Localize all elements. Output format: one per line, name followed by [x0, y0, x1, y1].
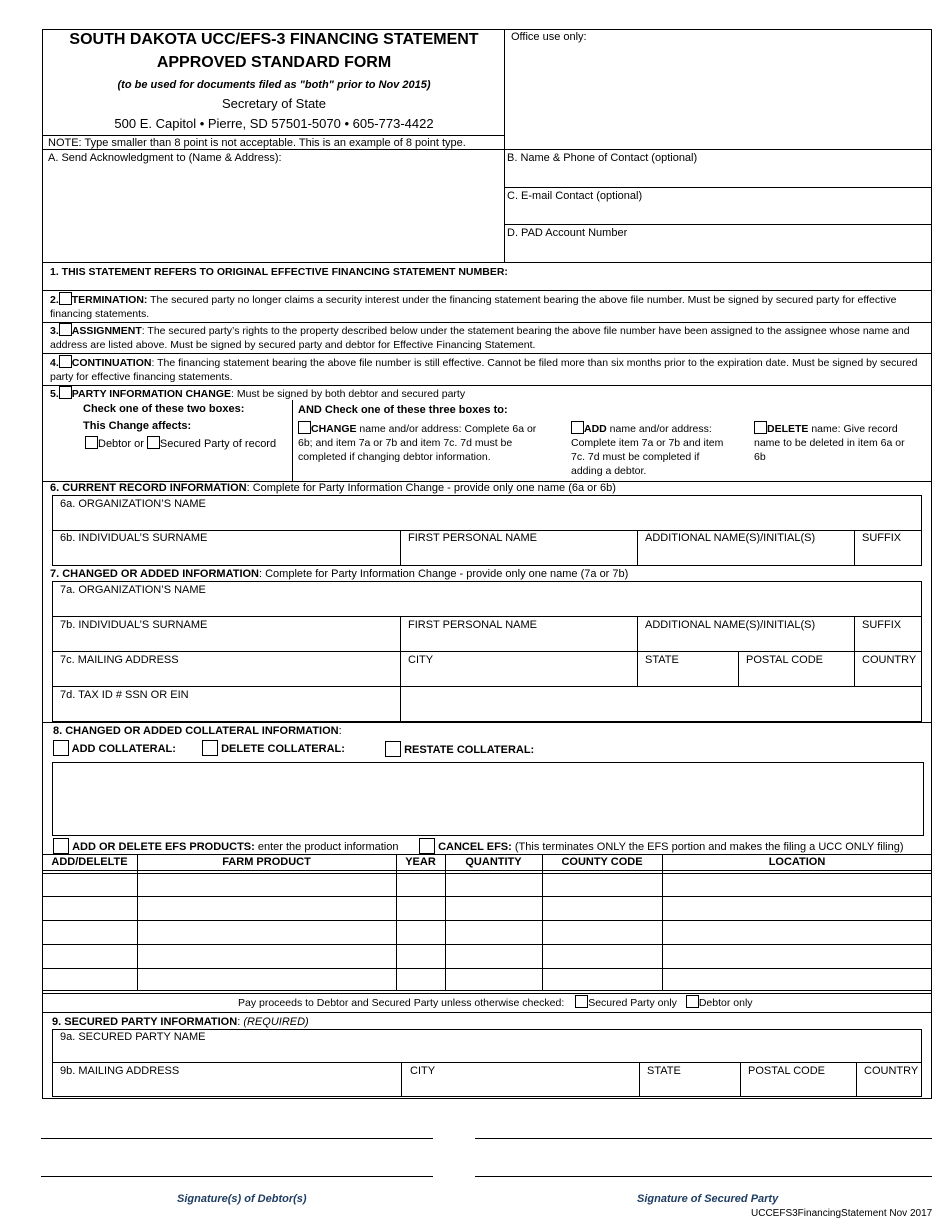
line: [854, 530, 855, 566]
section5-text: : Must be signed by both debtor and secured party: [231, 388, 466, 400]
signature-line[interactable]: [475, 1138, 932, 1139]
suffix-6-label: SUFFIX: [862, 532, 902, 544]
proceeds-row: [238, 995, 753, 1009]
section2-num: 2.: [50, 294, 59, 306]
delete-collateral: [202, 740, 345, 756]
form-subtitle: (to be used for documents filed as "both" prior to Nov 2015): [117, 79, 431, 91]
add-option: [571, 421, 731, 478]
org-name-6a-label: 6a. ORGANIZATION’S NAME: [60, 498, 206, 510]
line: [42, 149, 932, 150]
section7-text: : Complete for Party Information Change - provide only one name (7a or 7b): [259, 568, 629, 580]
line: [42, 990, 932, 991]
form-title-line2: APPROVED STANDARD FORM: [156, 54, 392, 71]
add-collateral-checkbox[interactable]: [53, 740, 69, 756]
party-change-checkbox[interactable]: [59, 386, 72, 399]
line: [42, 135, 504, 136]
section4: [50, 355, 928, 384]
restate-collateral-checkbox[interactable]: [385, 741, 401, 757]
ack-field[interactable]: [44, 166, 502, 260]
type-note: NOTE: Type smaller than 8 point is not acceptable. This is an example of 8 point type.: [48, 137, 466, 149]
org-name-7a-label: 7a. ORGANIZATION’S NAME: [60, 584, 206, 596]
city-7-label: CITY: [408, 654, 434, 666]
debtor-option-label: Debtor or: [98, 438, 144, 450]
line: [52, 651, 922, 652]
line: [639, 1062, 640, 1097]
efs-products: [53, 838, 399, 854]
section8-title: 8. CHANGED OR ADDED COLLATERAL INFORMATION: [53, 725, 339, 737]
efs-products-title: ADD OR DELETE EFS PRODUCTS:: [72, 841, 255, 853]
section4-text: : The financing statement bearing the above file number is still effective. Cannot be filed more than six months prior to the expiration date. Must be signed by secured party for effective financing statements.: [50, 357, 918, 383]
line: [52, 686, 922, 687]
col-county-code: COUNTY CODE: [561, 856, 643, 868]
line: [52, 530, 922, 531]
table-row[interactable]: [42, 944, 932, 945]
cancel-efs: [419, 838, 904, 854]
line: [738, 651, 739, 686]
line: [42, 1012, 932, 1013]
section9-colon: :: [237, 1016, 244, 1028]
table-row[interactable]: [42, 920, 932, 921]
office-use-label: Office use only:: [511, 31, 587, 43]
form-id-footer: UCCEFS3FinancingStatement Nov 2017: [751, 1208, 933, 1219]
line: [42, 870, 932, 871]
office-name: Secretary of State: [221, 96, 327, 111]
surname-6b-label: 6b. INDIVIDUAL’S SURNAME: [60, 532, 208, 544]
section5-heading: [50, 386, 928, 401]
line: [52, 616, 922, 617]
line: [854, 616, 855, 686]
affects-label: This Change affects:: [83, 420, 192, 432]
line: [445, 854, 446, 990]
section5-divider: [292, 400, 293, 481]
check-three-label: AND Check one of these three boxes to:: [298, 404, 508, 416]
pad-label: D. PAD Account Number: [507, 227, 628, 239]
country-9-label: COUNTRY: [864, 1065, 919, 1077]
header-divider: [504, 29, 505, 262]
col-location: LOCATION: [768, 856, 826, 868]
line: [42, 993, 932, 994]
proceeds-text: Pay proceeds to Debtor and Secured Party unless otherwise checked:: [238, 997, 565, 1009]
contact-name-field[interactable]: [506, 166, 930, 186]
restate-collateral-label: RESTATE COLLATERAL:: [404, 744, 535, 756]
col-quantity: QUANTITY: [465, 856, 522, 868]
line: [856, 1062, 857, 1097]
pad-field[interactable]: [506, 241, 930, 261]
mailing-9b-label: 9b. MAILING ADDRESS: [60, 1065, 180, 1077]
line: [42, 722, 932, 723]
line: [401, 1062, 402, 1097]
line: [400, 616, 401, 722]
line: [42, 854, 932, 855]
assignment-checkbox[interactable]: [59, 323, 72, 336]
add-collateral-label: ADD COLLATERAL:: [71, 743, 176, 755]
section2-text: The secured party no longer claims a security interest under the financing statement bearing the above file number. Must be signed by secured party for effective financing statements.: [50, 294, 897, 320]
debtor-signature-label: Signature(s) of Debtor(s): [177, 1193, 307, 1205]
change-title: CHANGE: [311, 423, 357, 435]
change-checkbox[interactable]: [298, 421, 311, 434]
first-name-7-label: FIRST PERSONAL NAME: [408, 619, 537, 631]
section1-label: 1. THIS STATEMENT REFERS TO ORIGINAL EFFECTIVE FINANCING STATEMENT NUMBER:: [50, 266, 508, 278]
continuation-checkbox[interactable]: [59, 355, 72, 368]
section6-heading: [50, 482, 616, 494]
collateral-textarea[interactable]: [52, 762, 924, 836]
postal-7-label: POSTAL CODE: [746, 654, 824, 666]
signature-line[interactable]: [475, 1176, 932, 1177]
first-name-6-label: FIRST PERSONAL NAME: [408, 532, 537, 544]
contact-name-label: B. Name & Phone of Contact (optional): [507, 152, 698, 164]
mailing-7c-label: 7c. MAILING ADDRESS: [60, 654, 179, 666]
debtor-only-label: Debtor only: [698, 997, 753, 1009]
additional-name-7-label: ADDITIONAL NAME(S)/INITIAL(S): [645, 619, 816, 631]
section3-num: 3.: [50, 325, 59, 337]
country-7-label: COUNTRY: [862, 654, 917, 666]
section9-title: 9. SECURED PARTY INFORMATION: [52, 1016, 238, 1028]
col-farm-product: FARM PRODUCT: [222, 856, 311, 868]
delete-collateral-label: DELETE COLLATERAL:: [221, 743, 345, 755]
surname-7b-label: 7b. INDIVIDUAL’S SURNAME: [60, 619, 208, 631]
state-7-label: STATE: [645, 654, 679, 666]
efs-products-text: enter the product information: [254, 841, 399, 853]
section5-num: 5.: [50, 388, 59, 400]
line: [637, 530, 638, 566]
email-field[interactable]: [506, 204, 930, 223]
section4-num: 4.: [50, 357, 59, 369]
additional-name-6-label: ADDITIONAL NAME(S)/INITIAL(S): [645, 532, 816, 544]
line: [42, 873, 932, 874]
section9-heading: [52, 1016, 309, 1028]
ack-label: A. Send Acknowledgment to (Name & Address):: [48, 152, 282, 164]
cancel-efs-checkbox[interactable]: [419, 838, 435, 854]
col-add-delete: ADD/DELELTE: [51, 856, 128, 868]
delete-checkbox[interactable]: [754, 421, 767, 434]
delete-title: DELETE: [767, 423, 809, 435]
secured-signature-label: Signature of Secured Party: [637, 1193, 779, 1205]
line: [52, 1062, 922, 1063]
section3: [50, 323, 928, 352]
section5-title: PARTY INFORMATION CHANGE: [71, 388, 232, 400]
line: [400, 530, 401, 566]
section3-title: ASSIGNMENT: [71, 325, 142, 337]
line: [504, 187, 932, 188]
section8-colon: :: [338, 725, 342, 737]
line: [637, 616, 638, 686]
email-label: C. E-mail Contact (optional): [507, 190, 643, 202]
table-row[interactable]: [42, 968, 932, 969]
add-text: name and/or address: Complete item 7a or 7b and item 7c. 7d must be completed if adding a debtor.: [571, 423, 724, 477]
section2-title: TERMINATION:: [71, 294, 148, 306]
check-two-label: Check one of these two boxes:: [83, 403, 245, 415]
section7-heading: [50, 568, 628, 580]
line: [42, 353, 932, 354]
signature-line[interactable]: [41, 1138, 433, 1139]
secured-option-label: Secured Party of record: [159, 438, 277, 450]
line: [396, 854, 397, 990]
section8-heading: [53, 725, 342, 737]
cancel-efs-title: CANCEL EFS:: [438, 841, 512, 853]
section3-text: : The secured party’s rights to the property described below under the statement bearing the above file number have been assigned to the assignee whose name and address are listed above. Must be signed by secured party and debtor for Effective Financing Statement.: [50, 325, 910, 351]
table-row[interactable]: [42, 896, 932, 897]
restate-collateral: [385, 741, 534, 757]
termination-checkbox[interactable]: [59, 292, 72, 305]
suffix-7-label: SUFFIX: [862, 619, 902, 631]
secured-only-label: Secured Party only: [588, 997, 677, 1009]
city-9-label: CITY: [410, 1065, 436, 1077]
line: [137, 854, 138, 990]
state-9-label: STATE: [647, 1065, 681, 1077]
line: [662, 854, 663, 990]
line: [42, 290, 932, 291]
secured-name-9a-label: 9a. SECURED PARTY NAME: [60, 1031, 206, 1043]
debtor-checkbox[interactable]: [85, 436, 98, 449]
cancel-efs-text: (This terminates ONLY the EFS portion and makes the filing a UCC ONLY filing): [511, 841, 904, 853]
office-address: 500 E. Capitol • Pierre, SD 57501-5070 • 605-773-4422: [114, 116, 434, 131]
affects-options: [85, 436, 276, 450]
postal-9-label: POSTAL CODE: [748, 1065, 826, 1077]
section2: [50, 292, 928, 321]
change-text: name and/or address: Complete 6a or 6b; and item 7a or 7b and item 7c. 7d must be completed if changing debtor information.: [298, 423, 537, 463]
signature-line[interactable]: [41, 1176, 433, 1177]
delete-text: name: Give record name to be deleted in item 6a or 6b: [754, 423, 905, 463]
line: [542, 854, 543, 990]
change-option: [298, 421, 548, 464]
add-title: ADD: [584, 423, 607, 435]
form-title-line1: SOUTH DAKOTA UCC/EFS-3 FINANCING STATEMENT: [69, 31, 479, 48]
col-year: YEAR: [405, 856, 436, 868]
line: [504, 224, 932, 225]
section7-title: 7. CHANGED OR ADDED INFORMATION: [50, 568, 259, 580]
tax-id-7d-label: 7d. TAX ID # SSN OR EIN: [60, 689, 189, 701]
line: [740, 1062, 741, 1097]
section4-title: CONTINUATION: [71, 357, 152, 369]
add-checkbox[interactable]: [571, 421, 584, 434]
add-collateral: [53, 740, 176, 756]
debtor-only-checkbox[interactable]: [686, 995, 699, 1008]
section6-text: : Complete for Party Information Change - provide only one name (6a or 6b): [246, 482, 616, 494]
secured-only-checkbox[interactable]: [575, 995, 588, 1008]
delete-collateral-checkbox[interactable]: [202, 740, 218, 756]
section9-required: (REQUIRED): [243, 1016, 309, 1028]
efs-products-checkbox[interactable]: [53, 838, 69, 854]
line: [42, 262, 932, 263]
section6-title: 6. CURRENT RECORD INFORMATION: [50, 482, 247, 494]
secured-party-checkbox[interactable]: [147, 436, 160, 449]
delete-option: [754, 421, 914, 464]
